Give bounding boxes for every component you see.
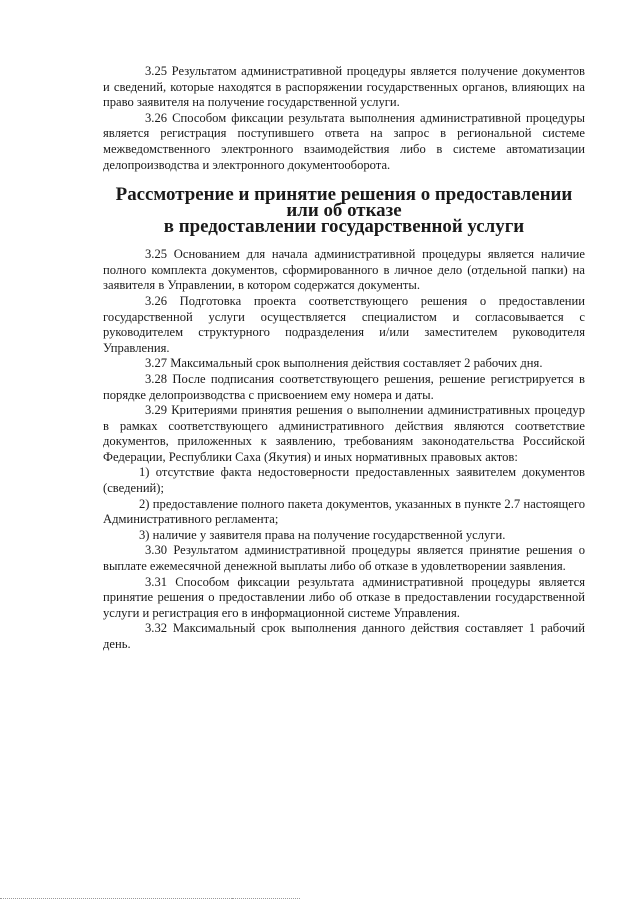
paragraph-3-26-preparation: 3.26 Подготовка проекта соответствующего решения о предоставлении государственной услуги осуществляется специалистом и согласовывается с руководителем структурного подразделения и/или заместителем руководителя Управления. [103, 293, 585, 355]
paragraph-3-25-basis: 3.25 Основанием для начала административной процедуры является наличие полного комплекта документов, сформированного в личное дело (отдельной папки) на заявителя в Управлении, в котором содержатся документы. [103, 247, 585, 293]
paragraph-3-27-deadline: 3.27 Максимальный срок выполнения действия составляет 2 рабочих дня. [145, 356, 543, 371]
section-heading-line-1: Рассмотрение и принятие решения о предоставлении или об отказе [115, 184, 573, 222]
paragraph-3-31-fixation: 3.31 Способом фиксации результата административной процедуры является принятие решения о предоставлении либо об отказе в предоставлении государственной услуги и регистрация его в информационной системе Управления. [103, 574, 585, 620]
document-page [103, 64, 585, 653]
paragraph-3-28-registration: 3.28 После подписания соответствующего решения, решение регистрируется в порядке делопроизводства с присвоением ему номера и даты. [103, 371, 585, 402]
criteria-item-2: 2) предоставление полного пакета документов, указанных в пункте 2.7 настоящего Административного регламента; [103, 496, 585, 527]
section-heading [103, 184, 585, 238]
section-heading-line-2: в предоставлении государственной услуги [163, 216, 525, 238]
paragraph-3-32-deadline: 3.32 Максимальный срок выполнения данного действия составляет 1 рабочий день. [103, 621, 585, 651]
criteria-item-1: 1) отсутствие факта недостоверности предоставленных заявителем документов (сведений); [103, 465, 585, 496]
scan-edge-line-short [232, 898, 292, 899]
paragraph-3-25-result: 3.25 Результатом административной процедуры является получение документов и сведений, которые находятся в распоряжении государственных органов, влияющих на право заявителя на получение государственной услуги. [103, 64, 585, 110]
paragraph-3-30-result: 3.30 Результатом административной процедуры является принятие решения о выплате ежемесячной денежной выплаты либо об отказе в удовлетворении заявления. [103, 543, 585, 574]
paragraph-3-29-criteria: 3.29 Критериями принятия решения о выполнении административных процедур в рамках соответствующего административного действия являются соответствие документов, приложенных к заявлению, требованиям законодательства Российской Федерации, Республики Саха (Якутия) и иных нормативных правовых актов: [103, 403, 585, 464]
criteria-item-3: 3) наличие у заявителя права на получение государственной услуги. [139, 527, 506, 542]
paragraph-3-26-fixation: 3.26 Способом фиксации результата выполнения административной процедуры является регистрация поступившего ответа на запрос в региональной системе межведомственного электронного взаимодействия либо в системе автоматизации делопроизводства и электронного документооборота. [103, 110, 585, 172]
